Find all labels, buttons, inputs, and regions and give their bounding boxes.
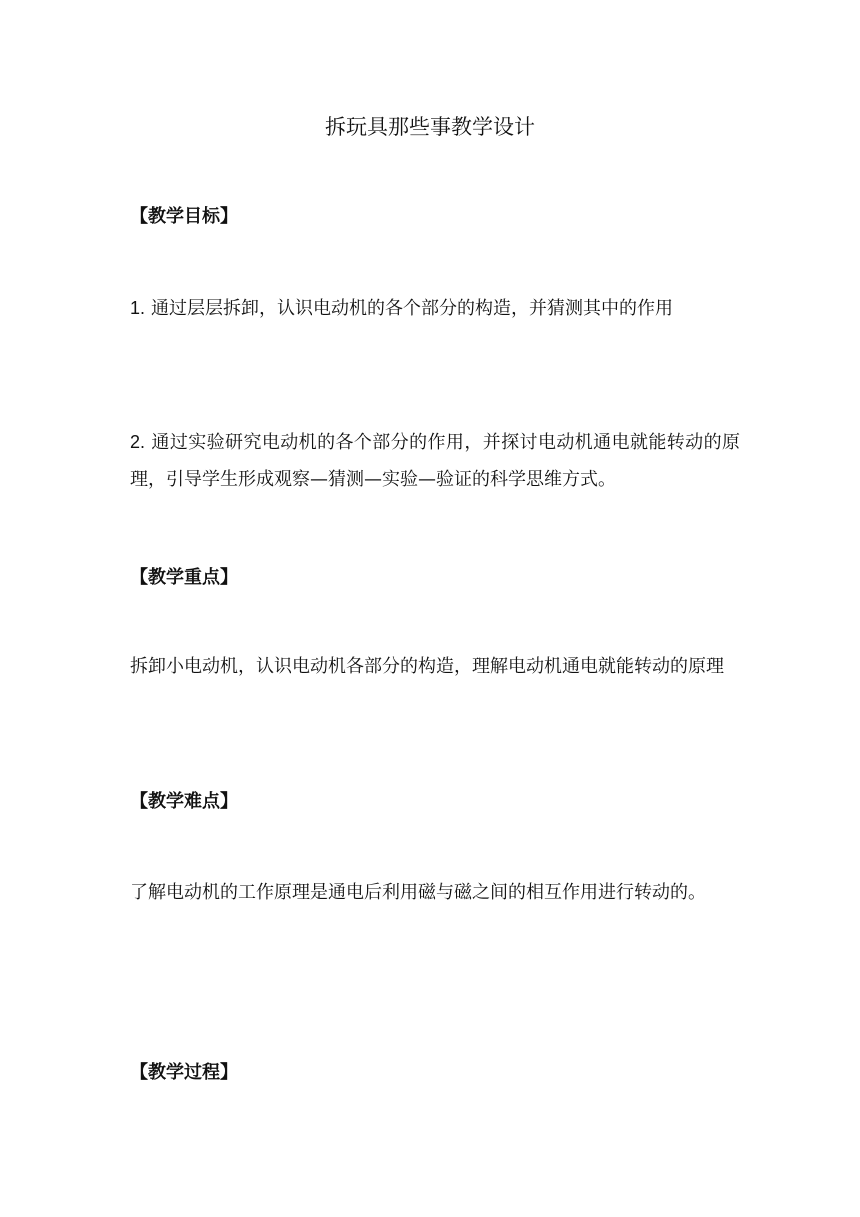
objective-item-1 [130,290,740,327]
document-title: 拆玩具那些事教学设计 [325,115,535,139]
objective-item-2-text: 通过实验研究电动机的各个部分的作用，并探讨电动机通电就能转动的原理，引导学生形成观察—猜测—实验—验证的科学思维方式。 [130,432,740,490]
objective-item-1-text: 通过层层拆卸，认识电动机的各个部分的构造，并猜测其中的作用 [151,298,674,319]
key-points-heading: 【教学重点】 [130,567,238,588]
process-heading: 【教学过程】 [130,1062,238,1083]
objective-item-2-number: 2. [130,432,146,452]
objectives-heading: 【教学目标】 [130,206,238,227]
key-points-text: 拆卸小电动机，认识电动机各部分的构造，理解电动机通电就能转动的原理 [130,656,724,677]
difficulties-heading: 【教学难点】 [130,791,238,812]
objective-item-2 [130,424,740,498]
difficulties-text: 了解电动机的工作原理是通电后利用磁与磁之间的相互作用进行转动的。 [130,882,706,903]
objective-item-1-number: 1. [130,298,146,318]
